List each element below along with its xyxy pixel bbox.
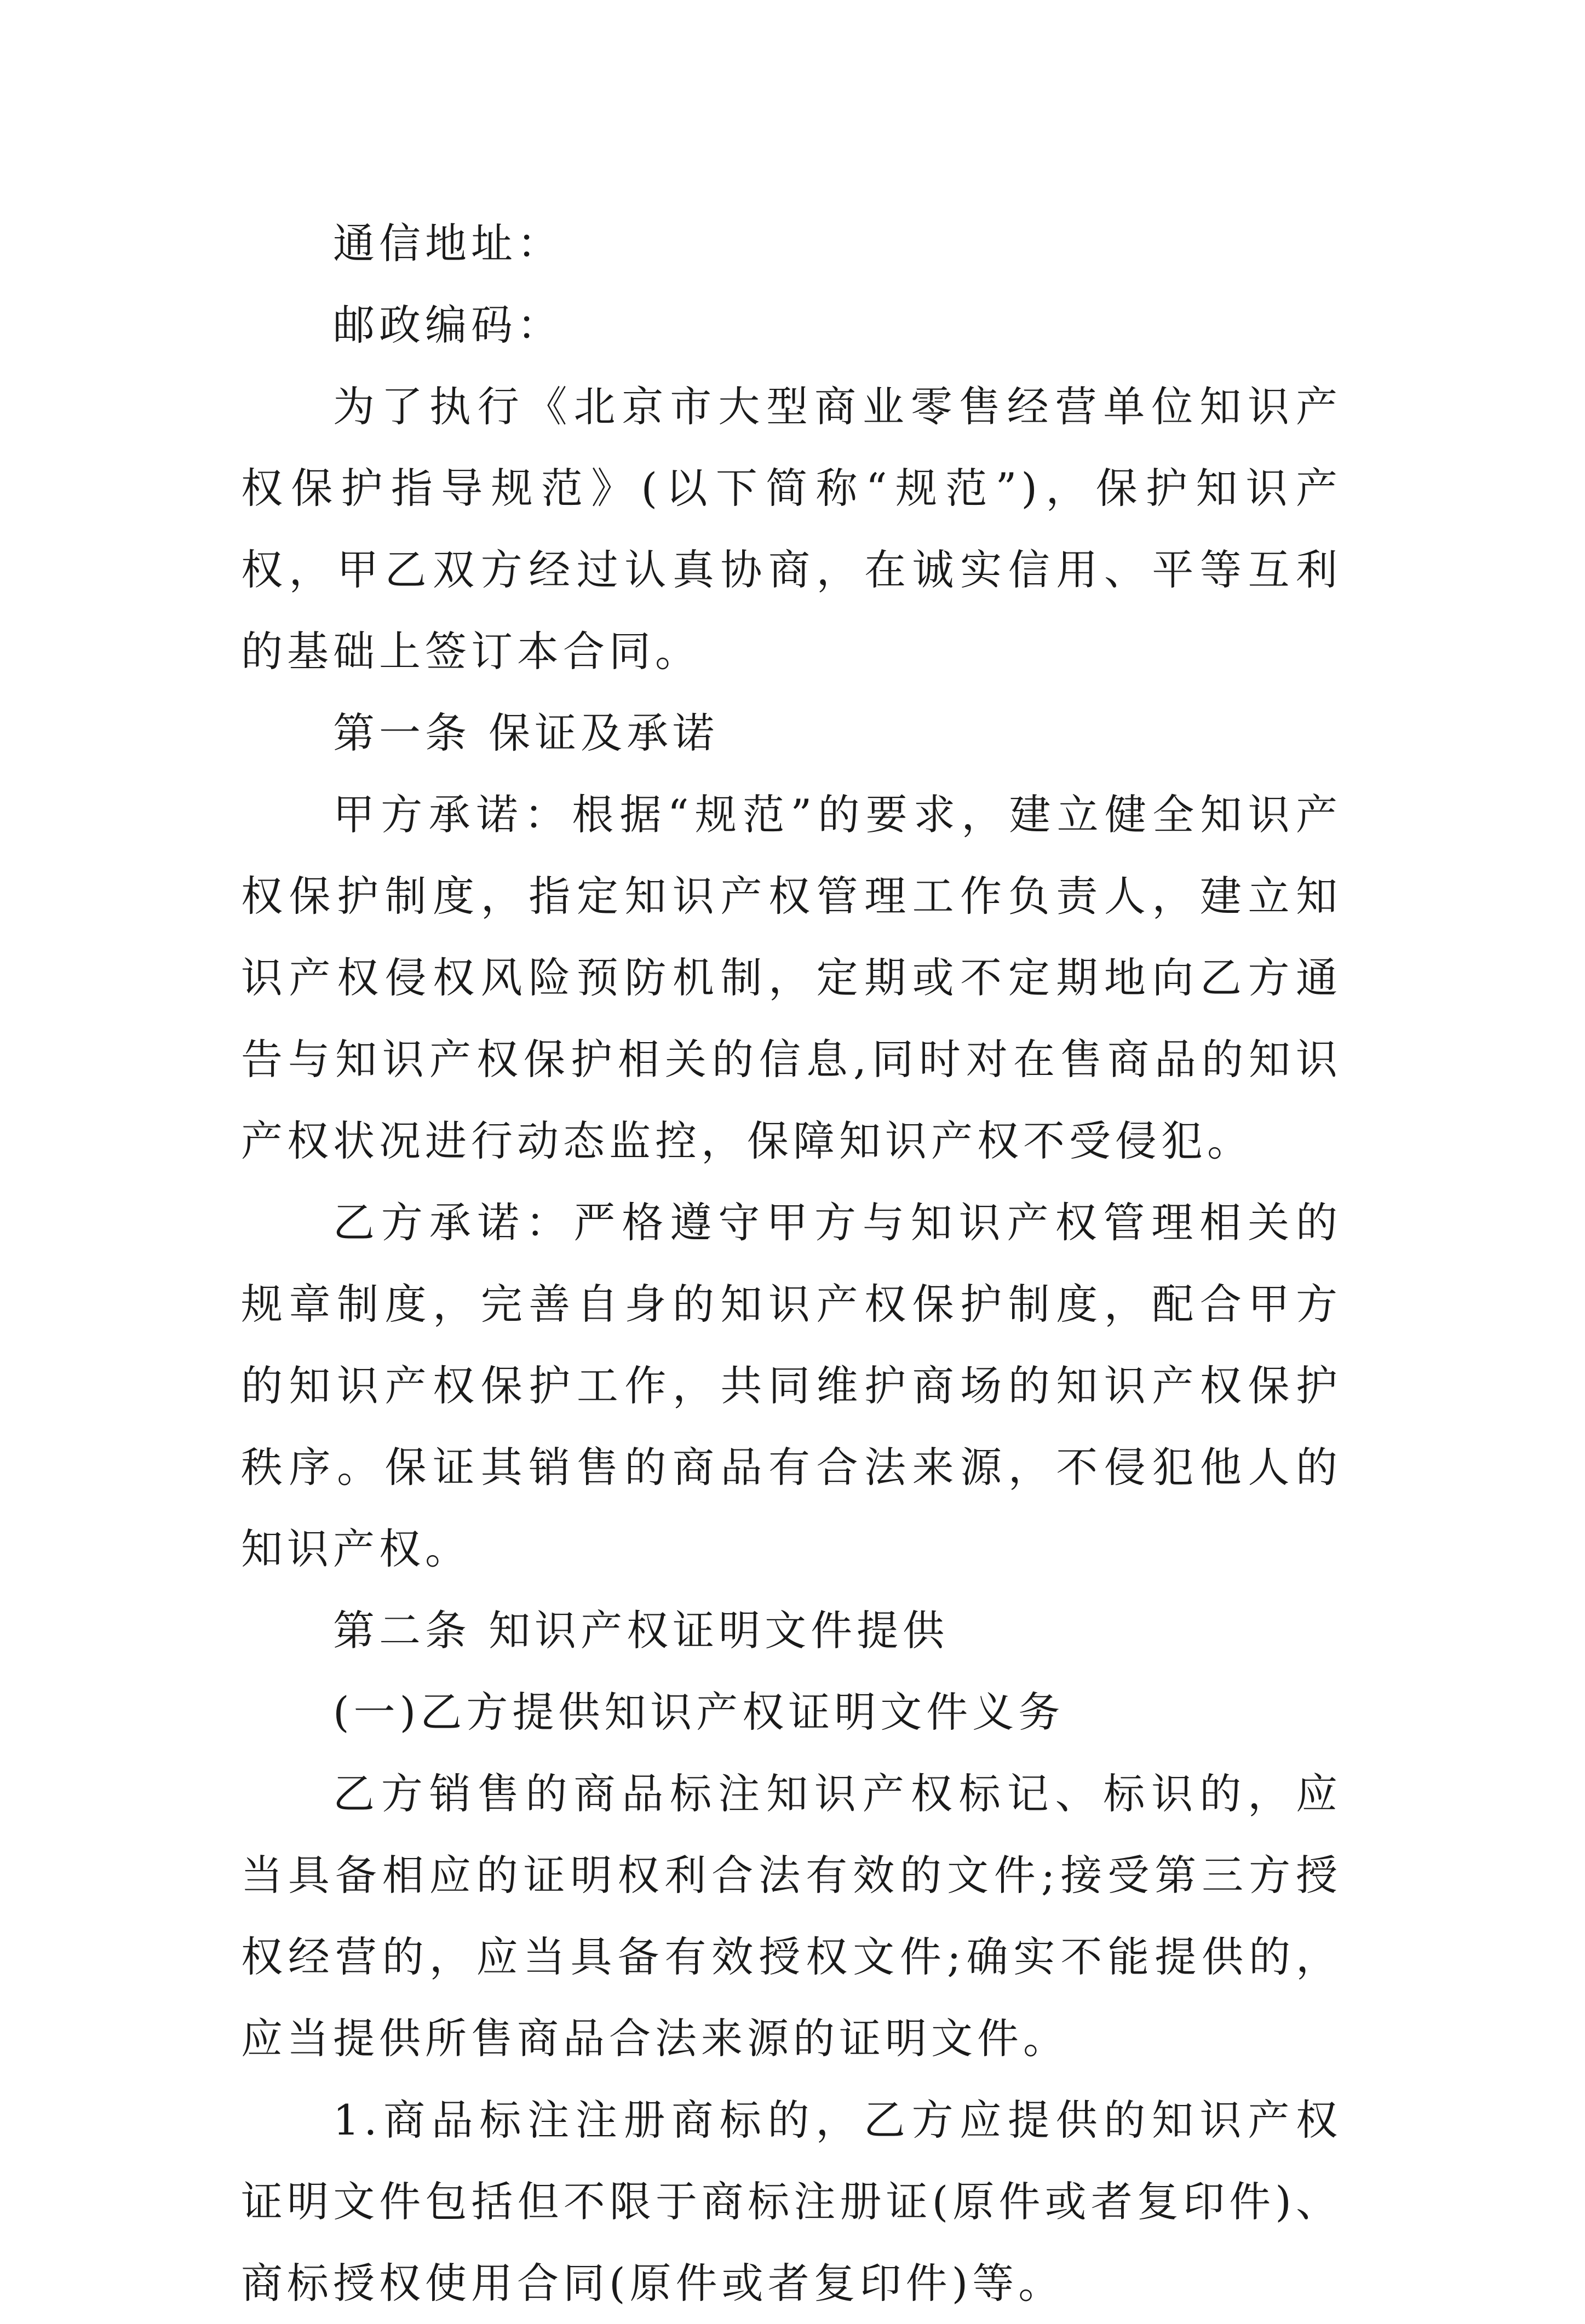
document-body (241, 203, 1342, 2324)
article-1-heading: 第一条 保证及承诺 (333, 709, 719, 757)
documents-obligation-paragraph: 乙方销售的商品标注知识产权标记、标识的，应当具备相应的证明权利合法有效的文件;接受第三方授权经营的，应当具备有效授权文件;确实不能提供的，应当提供所售商品合法来源的证明文件。 (241, 1769, 1342, 2063)
party-b-commitment-paragraph: 乙方承诺：严格遵守甲方与知识产权管理相关的规章制度，完善自身的知识产权保护制度，配合甲方的知识产权保护工作，共同维护商场的知识产权保护秩序。保证其销售的商品有合法来源，不侵犯他人的知识产权。 (241, 1198, 1342, 1573)
postal-code-line: 邮政编码： (333, 301, 563, 349)
address-line: 通信地址： (333, 219, 563, 268)
trademark-item-paragraph: 1.商品标注注册商标的，乙方应提供的知识产权证明文件包括但不限于商标注册证(原件或者复印件)、商标授权使用合同(原件或者复印件)等。 (241, 2096, 1342, 2308)
party-a-commitment-paragraph: 甲方承诺：根据“规范”的要求，建立健全知识产权保护制度，指定知识产权管理工作负责人，建立知识产权侵权风险预防机制，定期或不定期地向乙方通告与知识产权保护相关的信息,同时对在售商品的知识产权状况进行动态监控，保障知识产权不受侵犯。 (241, 790, 1342, 1165)
preamble-paragraph: 为了执行《北京市大型商业零售经营单位知识产权保护指导规范》(以下简称“规范”)，保护知识产权，甲乙双方经过认真协商，在诚实信用、平等互利的基础上签订本合同。 (241, 382, 1342, 676)
section-1-heading: (一)乙方提供知识产权证明文件义务 (333, 1688, 1065, 1736)
article-2-heading: 第二条 知识产权证明文件提供 (333, 1606, 949, 1655)
